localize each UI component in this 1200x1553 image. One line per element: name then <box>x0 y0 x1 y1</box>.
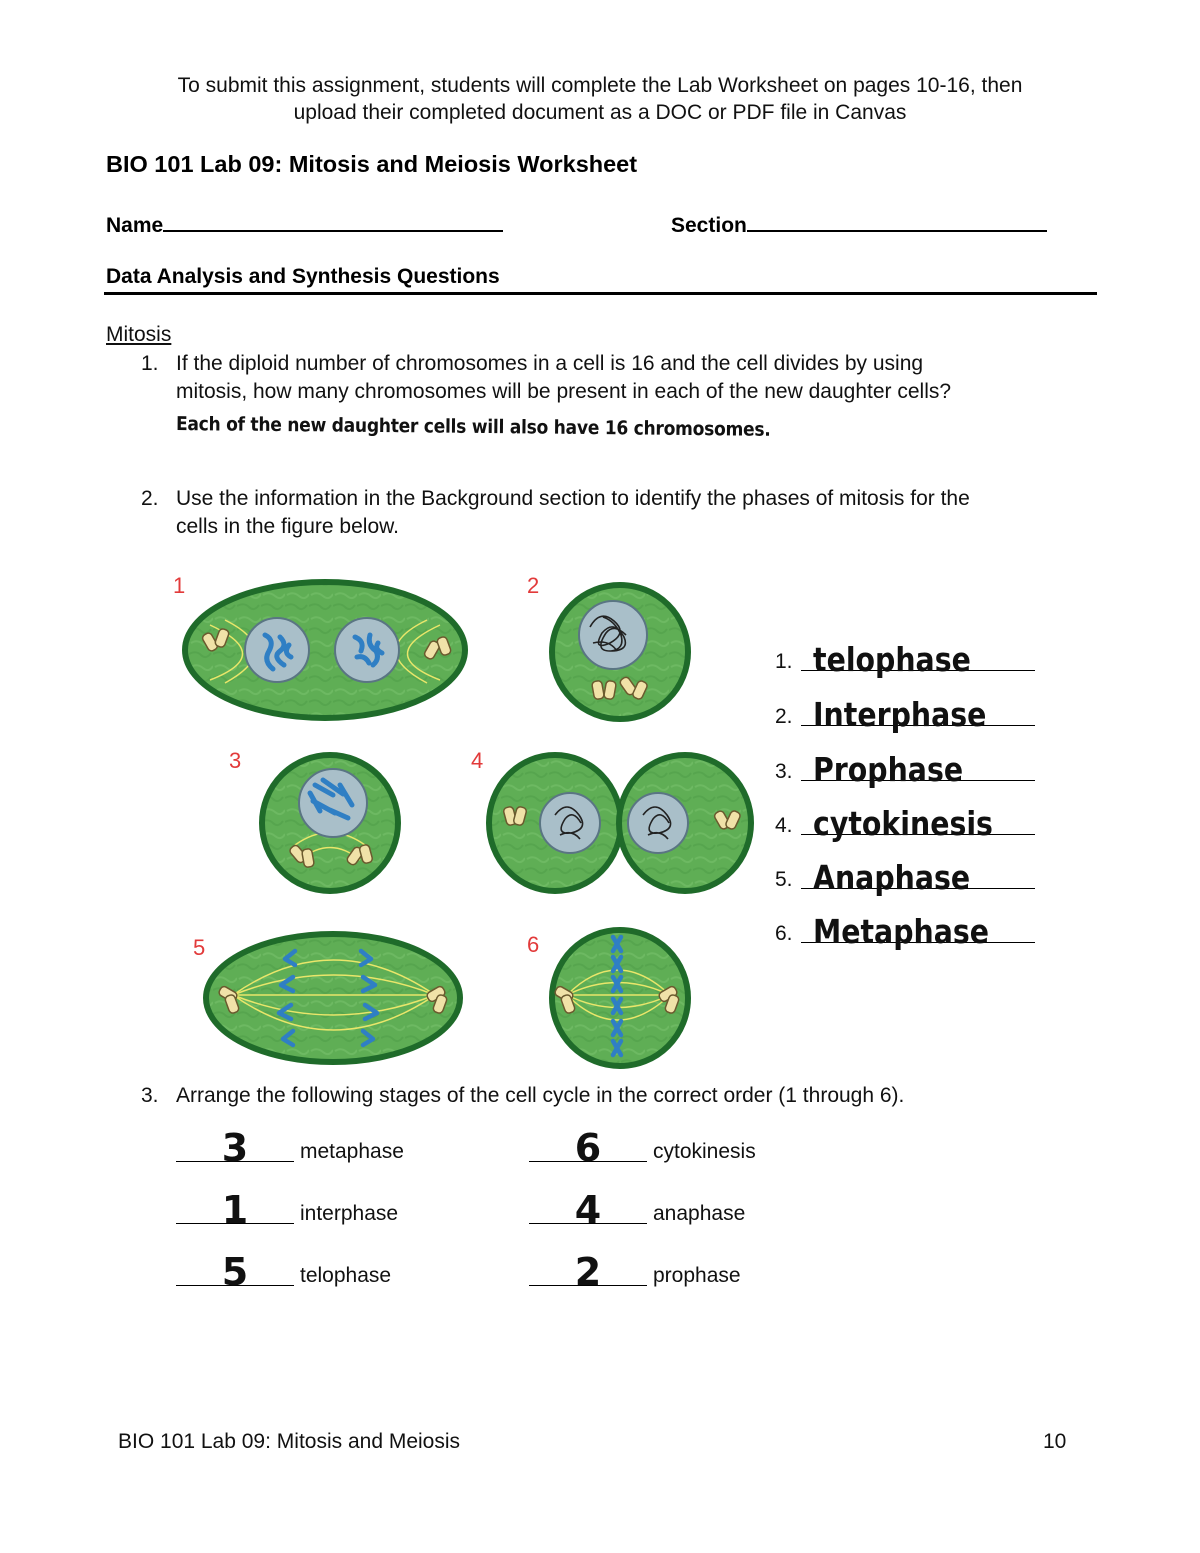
mitosis-phases-figure <box>165 565 765 1075</box>
order-stage-label: anaphase <box>653 1202 746 1225</box>
phase-answer-2-number: 2. <box>775 705 793 728</box>
order-stage-label: prophase <box>653 1264 741 1287</box>
section-divider <box>104 292 1097 295</box>
cell-label-6: 6 <box>527 932 540 957</box>
cell-6 <box>527 930 688 1066</box>
phase-answer-6-number: 6. <box>775 922 793 945</box>
cell-3 <box>229 748 398 891</box>
phase-answer-1-text: telophase <box>813 640 971 679</box>
cell-label-3: 3 <box>229 748 242 773</box>
submission-instructions <box>0 72 1200 126</box>
page-number: 10 <box>1043 1430 1067 1453</box>
cell-label-2: 2 <box>527 573 540 598</box>
phase-answer-4-number: 4. <box>775 814 793 837</box>
q2-line-1: Use the information in the Background section to identify the phases of mitosis for the <box>176 487 970 510</box>
phase-answer-4[interactable] <box>775 804 993 843</box>
section-label: Section <box>671 214 747 237</box>
section-field[interactable] <box>671 210 1047 238</box>
q2-number: 2. <box>141 487 159 510</box>
order-answer: 5 <box>221 1250 249 1294</box>
q3-text: Arrange the following stages of the cell cycle in the correct order (1 through 6). <box>176 1084 905 1107</box>
order-answer: 1 <box>221 1188 249 1232</box>
phase-answer-1-number: 1. <box>775 650 793 673</box>
intro-line-2: upload their completed document as a DOC or PDF file in Canvas <box>293 101 907 124</box>
name-blank[interactable] <box>163 210 503 232</box>
footer-title: BIO 101 Lab 09: Mitosis and Meiosis <box>118 1430 461 1453</box>
subsection-mitosis: Mitosis <box>106 323 172 346</box>
q1-line-1: If the diploid number of chromosomes in a cell is 16 and the cell divides by using <box>176 352 924 375</box>
q3-number: 3. <box>141 1084 159 1107</box>
intro-line-1: To submit this assignment, students will complete the Lab Worksheet on pages 10-16, then <box>177 74 1023 97</box>
phase-answer-5[interactable] <box>775 858 971 897</box>
q1-line-2: mitosis, how many chromosomes will be present in each of the new daughter cells? <box>176 380 952 403</box>
name-field[interactable] <box>106 210 503 238</box>
order-answer: 6 <box>574 1126 602 1170</box>
q2-text <box>176 485 1076 541</box>
phase-answer-6[interactable] <box>775 912 990 951</box>
phase-answer-4-text: cytokinesis <box>813 804 993 843</box>
q2-line-2: cells in the figure below. <box>176 515 399 538</box>
phase-answer-2[interactable] <box>775 695 987 734</box>
cell-5 <box>193 934 460 1062</box>
section-heading: Data Analysis and Synthesis Questions <box>106 265 500 288</box>
phase-answer-1[interactable] <box>775 640 971 679</box>
phase-answer-3-text: Prophase <box>813 750 964 789</box>
q1-text <box>176 350 1076 406</box>
q1-number: 1. <box>141 352 159 375</box>
worksheet-title: BIO 101 Lab 09: Mitosis and Meiosis Worksheet <box>106 151 638 177</box>
order-answer: 2 <box>574 1250 602 1294</box>
phase-answer-6-text: Metaphase <box>813 912 990 951</box>
phase-answer-2-text: Interphase <box>813 695 987 734</box>
order-stage-label: telophase <box>300 1264 392 1287</box>
cell-1 <box>173 573 465 718</box>
phase-answer-3-number: 3. <box>775 760 793 783</box>
cell-label-4: 4 <box>471 748 484 773</box>
cell-label-1: 1 <box>173 573 186 598</box>
cell-4 <box>471 748 751 891</box>
name-label: Name <box>106 214 164 237</box>
q1-handwritten-answer: Each of the new daughter cells will also have 16 chromosomes. <box>175 413 771 441</box>
section-blank[interactable] <box>747 210 1047 232</box>
cell-label-5: 5 <box>193 935 206 960</box>
order-answer: 4 <box>574 1188 602 1232</box>
phase-answer-3[interactable] <box>775 750 964 789</box>
phase-answer-5-number: 5. <box>775 868 793 891</box>
cell-2 <box>527 573 688 719</box>
order-answer: 3 <box>221 1126 249 1170</box>
order-stage-label: cytokinesis <box>653 1140 756 1163</box>
phase-answer-5-text: Anaphase <box>813 858 971 897</box>
order-stage-label: interphase <box>300 1202 399 1225</box>
order-stage-label: metaphase <box>300 1140 404 1163</box>
